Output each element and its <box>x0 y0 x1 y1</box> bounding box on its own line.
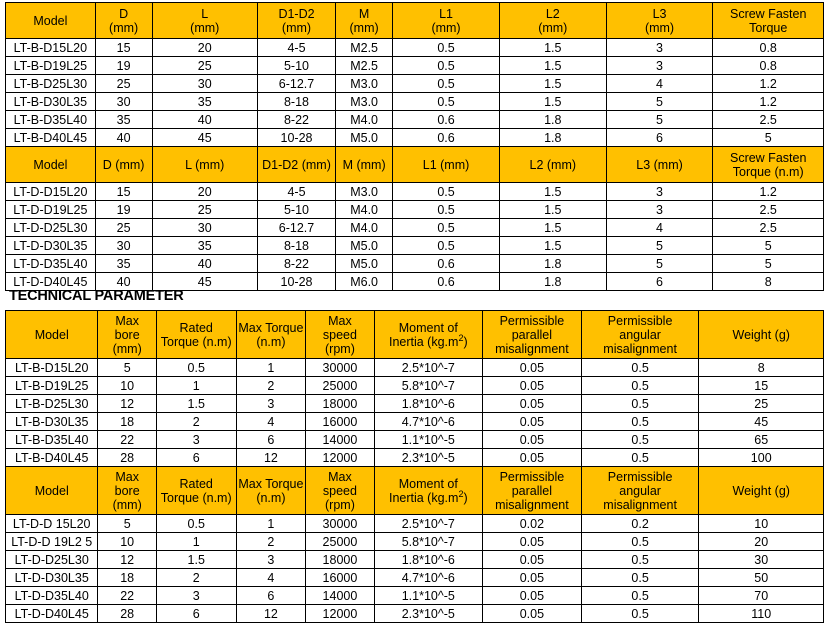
value-cell: 0.5 <box>393 93 500 111</box>
model-cell: LT-B-D35L40 <box>6 111 96 129</box>
table-row <box>6 359 824 377</box>
value-cell: 35 <box>152 237 257 255</box>
value-cell: 10-28 <box>257 273 335 291</box>
value-cell: 40 <box>152 111 257 129</box>
value-cell: 4-5 <box>257 39 335 57</box>
model-cell: LT-D-D40L45 <box>6 273 96 291</box>
value-cell: 1.5 <box>499 93 606 111</box>
header-cell: Model <box>6 467 98 515</box>
header-cell: M (mm) <box>336 3 393 39</box>
value-cell: 2.3*10^-5 <box>374 449 482 467</box>
value-cell: 1 <box>236 359 306 377</box>
value-cell: 3 <box>156 431 236 449</box>
header-cell: L2 (mm) <box>499 3 606 39</box>
value-cell: 0.05 <box>483 431 582 449</box>
value-cell: 35 <box>95 111 152 129</box>
header-cell: L1 (mm) <box>393 147 500 183</box>
header-cell: Rated Torque (n.m) <box>156 311 236 359</box>
value-cell: 0.5 <box>393 201 500 219</box>
model-cell: LT-B-D30L35 <box>6 413 98 431</box>
value-cell: 22 <box>98 431 156 449</box>
value-cell: 70 <box>699 587 824 605</box>
value-cell: 3 <box>606 57 713 75</box>
value-cell: 0.5 <box>581 377 699 395</box>
value-cell: 12 <box>236 605 306 623</box>
value-cell: 65 <box>699 431 824 449</box>
value-cell: 0.5 <box>393 237 500 255</box>
header-row-b <box>6 3 824 39</box>
table-row <box>6 39 824 57</box>
value-cell: 100 <box>699 449 824 467</box>
value-cell: 1 <box>236 515 306 533</box>
value-cell: 0.02 <box>483 515 582 533</box>
value-cell: 12 <box>236 449 306 467</box>
value-cell: 25 <box>152 201 257 219</box>
value-cell: 4 <box>606 75 713 93</box>
value-cell: 1.2 <box>713 183 824 201</box>
value-cell: 20 <box>152 39 257 57</box>
value-cell: 25 <box>699 395 824 413</box>
header-cell: M (mm) <box>336 147 393 183</box>
value-cell: 0.5 <box>393 57 500 75</box>
value-cell: 1.8 <box>499 255 606 273</box>
value-cell: 19 <box>95 57 152 75</box>
value-cell: M4.0 <box>336 111 393 129</box>
value-cell: 15 <box>95 39 152 57</box>
header-cell: L3 (mm) <box>606 147 713 183</box>
value-cell: 3 <box>606 39 713 57</box>
value-cell: 5 <box>606 111 713 129</box>
section-title: TECHNICAL PARAMETER <box>9 288 184 304</box>
value-cell: 0.05 <box>483 605 582 623</box>
value-cell: 0.05 <box>483 449 582 467</box>
value-cell: 1.8 <box>499 273 606 291</box>
model-cell: LT-D-D35L40 <box>6 255 96 273</box>
value-cell: 0.5 <box>156 359 236 377</box>
value-cell: 3 <box>606 183 713 201</box>
inertia-exponent: 2 <box>458 488 464 499</box>
value-cell: M3.0 <box>336 75 393 93</box>
table-row <box>6 219 824 237</box>
value-cell: 1 <box>156 533 236 551</box>
value-cell: 18 <box>98 413 156 431</box>
value-cell: 0.6 <box>393 273 500 291</box>
value-cell: 5 <box>606 237 713 255</box>
model-cell: LT-D-D40L45 <box>6 605 98 623</box>
value-cell: 0.05 <box>483 587 582 605</box>
value-cell: 0.5 <box>581 449 699 467</box>
value-cell: 3 <box>606 201 713 219</box>
value-cell: 2.5 <box>713 111 824 129</box>
value-cell: 2 <box>156 569 236 587</box>
table-row <box>6 395 824 413</box>
value-cell: 18000 <box>306 395 374 413</box>
value-cell: 8-22 <box>257 255 335 273</box>
value-cell: 110 <box>699 605 824 623</box>
table-row <box>6 111 824 129</box>
value-cell: 1.1*10^-5 <box>374 587 482 605</box>
header-cell: Screw Fasten Torque (n.m) <box>713 147 824 183</box>
header-cell: D (mm) <box>95 3 152 39</box>
value-cell: 0.6 <box>393 129 500 147</box>
value-cell: 3 <box>236 551 306 569</box>
table-row <box>6 255 824 273</box>
model-cell: LT-B-D19L25 <box>6 57 96 75</box>
value-cell: 0.5 <box>581 551 699 569</box>
header-cell: L (mm) <box>152 147 257 183</box>
table-row <box>6 93 824 111</box>
header-cell: Max Torque (n.m) <box>236 311 306 359</box>
value-cell: 19 <box>95 201 152 219</box>
header-cell: Max speed (rpm) <box>306 311 374 359</box>
value-cell: M3.0 <box>336 183 393 201</box>
value-cell: 0.8 <box>713 39 824 57</box>
value-cell: 18 <box>98 569 156 587</box>
value-cell: M6.0 <box>336 273 393 291</box>
table-row <box>6 569 824 587</box>
value-cell: 50 <box>699 569 824 587</box>
value-cell: 1.5 <box>499 237 606 255</box>
header-cell: L2 (mm) <box>499 147 606 183</box>
value-cell: M3.0 <box>336 93 393 111</box>
value-cell: 10 <box>98 533 156 551</box>
value-cell: 6 <box>236 587 306 605</box>
value-cell: 28 <box>98 449 156 467</box>
value-cell: 6 <box>606 129 713 147</box>
value-cell: 5.8*10^-7 <box>374 533 482 551</box>
value-cell: 6 <box>156 449 236 467</box>
value-cell: 0.6 <box>393 111 500 129</box>
model-cell: LT-D-D30L35 <box>6 237 96 255</box>
table-row <box>6 449 824 467</box>
value-cell: 12 <box>98 551 156 569</box>
header-cell: Model <box>6 3 96 39</box>
value-cell: 12000 <box>306 605 374 623</box>
value-cell: 1.1*10^-5 <box>374 431 482 449</box>
value-cell: 4 <box>236 569 306 587</box>
header-cell: L1 (mm) <box>393 3 500 39</box>
model-cell: LT-D-D19L25 <box>6 201 96 219</box>
value-cell: 0.5 <box>393 183 500 201</box>
table-row <box>6 57 824 75</box>
value-cell: M4.0 <box>336 201 393 219</box>
header-cell: Model <box>6 311 98 359</box>
value-cell: 4 <box>236 413 306 431</box>
table-row <box>6 75 824 93</box>
table-row <box>6 605 824 623</box>
value-cell: M5.0 <box>336 129 393 147</box>
value-cell: 16000 <box>306 413 374 431</box>
value-cell: M5.0 <box>336 237 393 255</box>
header-cell: Permissible angular misalignment <box>581 311 699 359</box>
value-cell: 1.5 <box>156 551 236 569</box>
value-cell: 0.8 <box>713 57 824 75</box>
value-cell: 10 <box>98 377 156 395</box>
table-row <box>6 183 824 201</box>
model-cell: LT-B-D25L30 <box>6 75 96 93</box>
value-cell: 22 <box>98 587 156 605</box>
header-row-d <box>6 467 824 515</box>
value-cell: 25 <box>95 75 152 93</box>
value-cell: 30 <box>699 551 824 569</box>
model-cell: LT-B-D40L45 <box>6 449 98 467</box>
header-row-d <box>6 147 824 183</box>
value-cell: 30000 <box>306 359 374 377</box>
header-cell: Permissible angular misalignment <box>581 467 699 515</box>
value-cell: M4.0 <box>336 219 393 237</box>
value-cell: 0.5 <box>581 431 699 449</box>
header-cell: Moment of Inertia $(kg.m^2)$ <box>374 467 482 515</box>
table-row <box>6 201 824 219</box>
value-cell: 6 <box>156 605 236 623</box>
table-row <box>6 533 824 551</box>
value-cell: 28 <box>98 605 156 623</box>
table-row <box>6 551 824 569</box>
value-cell: 1.5 <box>499 75 606 93</box>
value-cell: 1.5 <box>156 395 236 413</box>
value-cell: 10-28 <box>257 129 335 147</box>
value-cell: 5-10 <box>257 201 335 219</box>
header-cell: D1-D2 (mm) <box>257 147 335 183</box>
value-cell: 0.5 <box>156 515 236 533</box>
value-cell: 15 <box>699 377 824 395</box>
value-cell: 8-18 <box>257 237 335 255</box>
model-cell: LT-D-D30L35 <box>6 569 98 587</box>
header-cell: Rated Torque (n.m) <box>156 467 236 515</box>
value-cell: 0.5 <box>393 75 500 93</box>
table-row <box>6 587 824 605</box>
value-cell: 12 <box>98 395 156 413</box>
value-cell: 1.8 <box>499 129 606 147</box>
value-cell: 5 <box>713 237 824 255</box>
value-cell: 5 <box>606 255 713 273</box>
table-row <box>6 413 824 431</box>
table-row <box>6 129 824 147</box>
value-cell: 1.5 <box>499 219 606 237</box>
header-cell: Model <box>6 147 96 183</box>
value-cell: 1.5 <box>499 201 606 219</box>
value-cell: 4 <box>606 219 713 237</box>
value-cell: 1.8*10^-6 <box>374 551 482 569</box>
value-cell: 2 <box>156 413 236 431</box>
value-cell: 0.05 <box>483 377 582 395</box>
value-cell: 40 <box>95 129 152 147</box>
model-cell: LT-D-D 19L2 5 <box>6 533 98 551</box>
value-cell: 20 <box>699 533 824 551</box>
table-row <box>6 237 824 255</box>
value-cell: 5 <box>713 255 824 273</box>
value-cell: 5 <box>713 129 824 147</box>
value-cell: 1.2 <box>713 75 824 93</box>
value-cell: 6-12.7 <box>257 219 335 237</box>
value-cell: 6-12.7 <box>257 75 335 93</box>
value-cell: 0.05 <box>483 551 582 569</box>
value-cell: 0.5 <box>393 219 500 237</box>
value-cell: 30 <box>152 75 257 93</box>
value-cell: 2.5*10^-7 <box>374 359 482 377</box>
inertia-exponent: 2 <box>458 332 464 343</box>
header-cell: L (mm) <box>152 3 257 39</box>
value-cell: 0.05 <box>483 395 582 413</box>
value-cell: 12000 <box>306 449 374 467</box>
value-cell: 2.5 <box>713 201 824 219</box>
value-cell: 1.8 <box>499 111 606 129</box>
value-cell: 45 <box>699 413 824 431</box>
value-cell: 2.5 <box>713 219 824 237</box>
header-cell: Permissible parallel misalignment <box>483 311 582 359</box>
header-cell: L3 (mm) <box>606 3 713 39</box>
value-cell: 30 <box>152 219 257 237</box>
value-cell: 0.2 <box>581 515 699 533</box>
value-cell: 2.3*10^-5 <box>374 605 482 623</box>
value-cell: 14000 <box>306 587 374 605</box>
value-cell: 2 <box>236 533 306 551</box>
model-cell: LT-D-D15L20 <box>6 183 96 201</box>
value-cell: 20 <box>152 183 257 201</box>
technical-parameter-table <box>5 310 824 623</box>
value-cell: 6 <box>236 431 306 449</box>
value-cell: 35 <box>152 93 257 111</box>
value-cell: 8-22 <box>257 111 335 129</box>
header-cell: Weight (g) <box>699 311 824 359</box>
header-cell: Max bore (mm) <box>98 311 156 359</box>
model-cell: LT-B-D40L45 <box>6 129 96 147</box>
value-cell: 45 <box>152 129 257 147</box>
header-cell: Moment of Inertia $(kg.m^2)$ <box>374 311 482 359</box>
value-cell: 5-10 <box>257 57 335 75</box>
value-cell: 4.7*10^-6 <box>374 413 482 431</box>
value-cell: 0.05 <box>483 533 582 551</box>
header-cell: Permissible parallel misalignment <box>483 467 582 515</box>
value-cell: 4.7*10^-6 <box>374 569 482 587</box>
coupling-dimensions-table <box>5 2 824 291</box>
value-cell: 0.05 <box>483 413 582 431</box>
value-cell: 1.5 <box>499 57 606 75</box>
value-cell: 30 <box>95 237 152 255</box>
value-cell: 30000 <box>306 515 374 533</box>
header-cell: Screw Fasten Torque <box>713 3 824 39</box>
model-cell: LT-B-D15L20 <box>6 39 96 57</box>
value-cell: M5.0 <box>336 255 393 273</box>
value-cell: 4-5 <box>257 183 335 201</box>
value-cell: 5 <box>606 93 713 111</box>
value-cell: M2.5 <box>336 57 393 75</box>
value-cell: 6 <box>606 273 713 291</box>
value-cell: 45 <box>152 273 257 291</box>
value-cell: 3 <box>156 587 236 605</box>
value-cell: 8-18 <box>257 93 335 111</box>
value-cell: 35 <box>95 255 152 273</box>
value-cell: 2.5*10^-7 <box>374 515 482 533</box>
value-cell: 14000 <box>306 431 374 449</box>
value-cell: 10 <box>699 515 824 533</box>
value-cell: 0.5 <box>581 413 699 431</box>
header-cell: Max Torque (n.m) <box>236 467 306 515</box>
value-cell: M2.5 <box>336 39 393 57</box>
value-cell: 0.05 <box>483 359 582 377</box>
value-cell: 0.5 <box>581 533 699 551</box>
value-cell: 15 <box>95 183 152 201</box>
value-cell: 3 <box>236 395 306 413</box>
model-cell: LT-D-D25L30 <box>6 219 96 237</box>
value-cell: 1.8*10^-6 <box>374 395 482 413</box>
value-cell: 1.5 <box>499 183 606 201</box>
table-row <box>6 515 824 533</box>
model-cell: LT-D-D25L30 <box>6 551 98 569</box>
value-cell: 0.5 <box>581 569 699 587</box>
header-cell: Max speed (rpm) <box>306 467 374 515</box>
value-cell: 5 <box>98 515 156 533</box>
model-cell: LT-D-D 15L20 <box>6 515 98 533</box>
value-cell: 0.5 <box>581 605 699 623</box>
value-cell: 25000 <box>306 377 374 395</box>
value-cell: 1.5 <box>499 39 606 57</box>
value-cell: 8 <box>713 273 824 291</box>
value-cell: 1.2 <box>713 93 824 111</box>
model-cell: LT-B-D35L40 <box>6 431 98 449</box>
model-cell: LT-B-D15L20 <box>6 359 98 377</box>
value-cell: 16000 <box>306 569 374 587</box>
model-cell: LT-B-D25L30 <box>6 395 98 413</box>
header-cell: Weight (g) <box>699 467 824 515</box>
value-cell: 40 <box>95 273 152 291</box>
value-cell: 0.05 <box>483 569 582 587</box>
value-cell: 0.5 <box>581 587 699 605</box>
header-cell: D1-D2 (mm) <box>257 3 335 39</box>
header-row-b <box>6 311 824 359</box>
value-cell: 8 <box>699 359 824 377</box>
value-cell: 25 <box>152 57 257 75</box>
value-cell: 5.8*10^-7 <box>374 377 482 395</box>
value-cell: 0.5 <box>581 395 699 413</box>
model-cell: LT-B-D30L35 <box>6 93 96 111</box>
model-cell: LT-D-D35L40 <box>6 587 98 605</box>
value-cell: 5 <box>98 359 156 377</box>
value-cell: 0.5 <box>393 39 500 57</box>
table-row <box>6 377 824 395</box>
value-cell: 25000 <box>306 533 374 551</box>
value-cell: 25 <box>95 219 152 237</box>
value-cell: 0.5 <box>581 359 699 377</box>
header-cell: Max bore (mm) <box>98 467 156 515</box>
value-cell: 18000 <box>306 551 374 569</box>
value-cell: 30 <box>95 93 152 111</box>
value-cell: 40 <box>152 255 257 273</box>
value-cell: 0.6 <box>393 255 500 273</box>
model-cell: LT-B-D19L25 <box>6 377 98 395</box>
header-cell: D (mm) <box>95 147 152 183</box>
value-cell: 2 <box>236 377 306 395</box>
table-row <box>6 431 824 449</box>
value-cell: 1 <box>156 377 236 395</box>
